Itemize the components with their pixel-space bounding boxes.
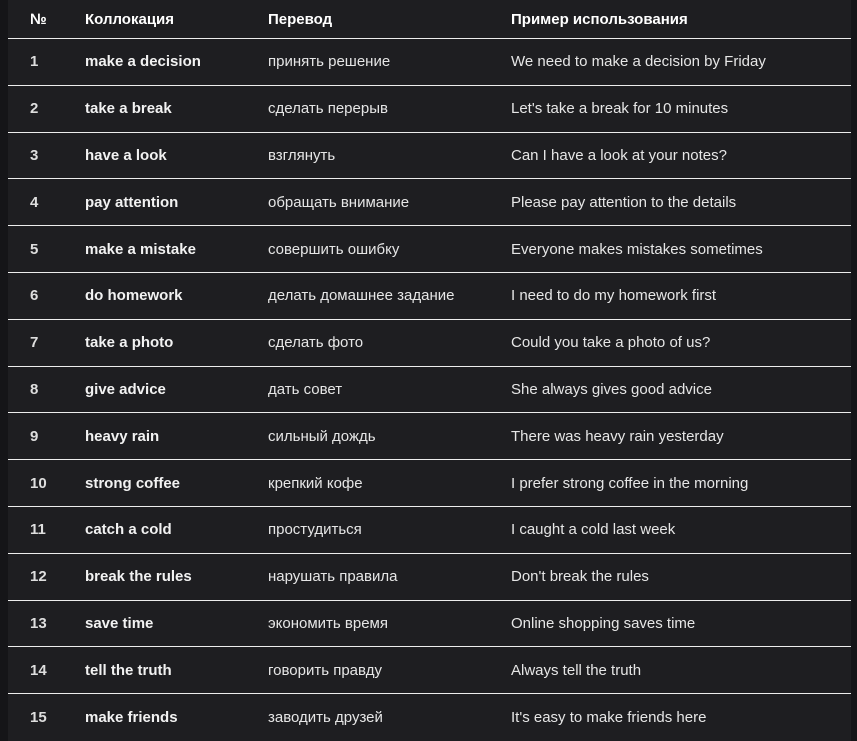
row-number-cell: 1 [30,53,39,71]
translation-cell: экономить время [268,614,388,632]
example-cell: She always gives good advice [511,380,712,398]
collocation-cell: pay attention [85,193,179,211]
translation-cell: говорить правду [268,661,383,679]
row-number-cell: 13 [30,614,47,632]
collocation-cell: take a photo [85,334,174,352]
translation-cell: принять решение [268,53,391,71]
table-header-row [8,0,851,39]
translation-cell: взглянуть [268,146,336,164]
table-row [8,133,851,180]
table-row [8,601,851,648]
translation-cell: сделать фото [268,334,364,352]
translation-cell: дать совет [268,380,343,398]
row-number-cell: 3 [30,146,39,164]
row-number-cell: 2 [30,100,39,118]
example-cell: Could you take a photo of us? [511,334,711,352]
row-number-cell: 9 [30,427,39,445]
example-cell: There was heavy rain yesterday [511,427,724,445]
table-row [8,367,851,414]
example-cell: Can I have a look at your notes? [511,146,727,164]
table-row [8,647,851,694]
collocation-cell: tell the truth [85,661,172,679]
example-cell: It's easy to make friends here [511,709,707,727]
column-header-collocation: Коллокация [85,10,175,28]
table-body [8,39,851,741]
collocation-cell: take a break [85,100,172,118]
example-cell: We need to make a decision by Friday [511,53,766,71]
example-cell: Please pay attention to the details [511,193,737,211]
example-cell: I prefer strong coffee in the morning [511,474,749,492]
translation-cell: простудиться [268,521,362,539]
translation-cell: совершить ошибку [268,240,400,258]
collocations-table [8,0,851,741]
collocation-cell: give advice [85,380,166,398]
table-row [8,273,851,320]
translation-cell: сделать перерыв [268,100,388,118]
example-cell: I need to do my homework first [511,287,717,305]
collocation-cell: break the rules [85,568,192,586]
table-row [8,413,851,460]
row-number-cell: 5 [30,240,39,258]
example-cell: Always tell the truth [511,661,642,679]
column-header-translation: Перевод [268,10,333,28]
translation-cell: заводить друзей [268,709,383,727]
row-number-cell: 4 [30,193,39,211]
translation-cell: нарушать правила [268,568,398,586]
row-number-cell: 8 [30,380,39,398]
translation-cell: крепкий кофе [268,474,363,492]
collocation-cell: make friends [85,709,178,727]
collocation-cell: catch a cold [85,521,172,539]
row-number-cell: 15 [30,709,47,727]
table-row [8,226,851,273]
column-header-number: № [30,10,47,28]
table-row [8,39,851,86]
table-row [8,86,851,133]
example-cell: Online shopping saves time [511,614,696,632]
collocation-cell: heavy rain [85,427,160,445]
table-row [8,694,851,741]
translation-cell: сильный дождь [268,427,376,445]
table-row [8,460,851,507]
collocation-cell: make a decision [85,53,201,71]
table-row [8,320,851,367]
collocation-cell: strong coffee [85,474,181,492]
collocation-cell: save time [85,614,154,632]
table-row [8,179,851,226]
collocation-cell: make a mistake [85,240,196,258]
row-number-cell: 7 [30,334,39,352]
table-row [8,554,851,601]
example-cell: Let's take a break for 10 minutes [511,100,729,118]
example-cell: I caught a cold last week [511,521,676,539]
row-number-cell: 10 [30,474,47,492]
row-number-cell: 6 [30,287,39,305]
example-cell: Everyone makes mistakes sometimes [511,240,763,258]
row-number-cell: 11 [30,521,46,539]
table-row [8,507,851,554]
collocation-cell: have a look [85,146,167,164]
translation-cell: делать домашнее задание [268,287,455,305]
column-header-example: Пример использования [511,10,688,28]
row-number-cell: 14 [30,661,47,679]
row-number-cell: 12 [30,568,47,586]
translation-cell: обращать внимание [268,193,410,211]
example-cell: Don't break the rules [511,568,649,586]
collocation-cell: do homework [85,287,183,305]
